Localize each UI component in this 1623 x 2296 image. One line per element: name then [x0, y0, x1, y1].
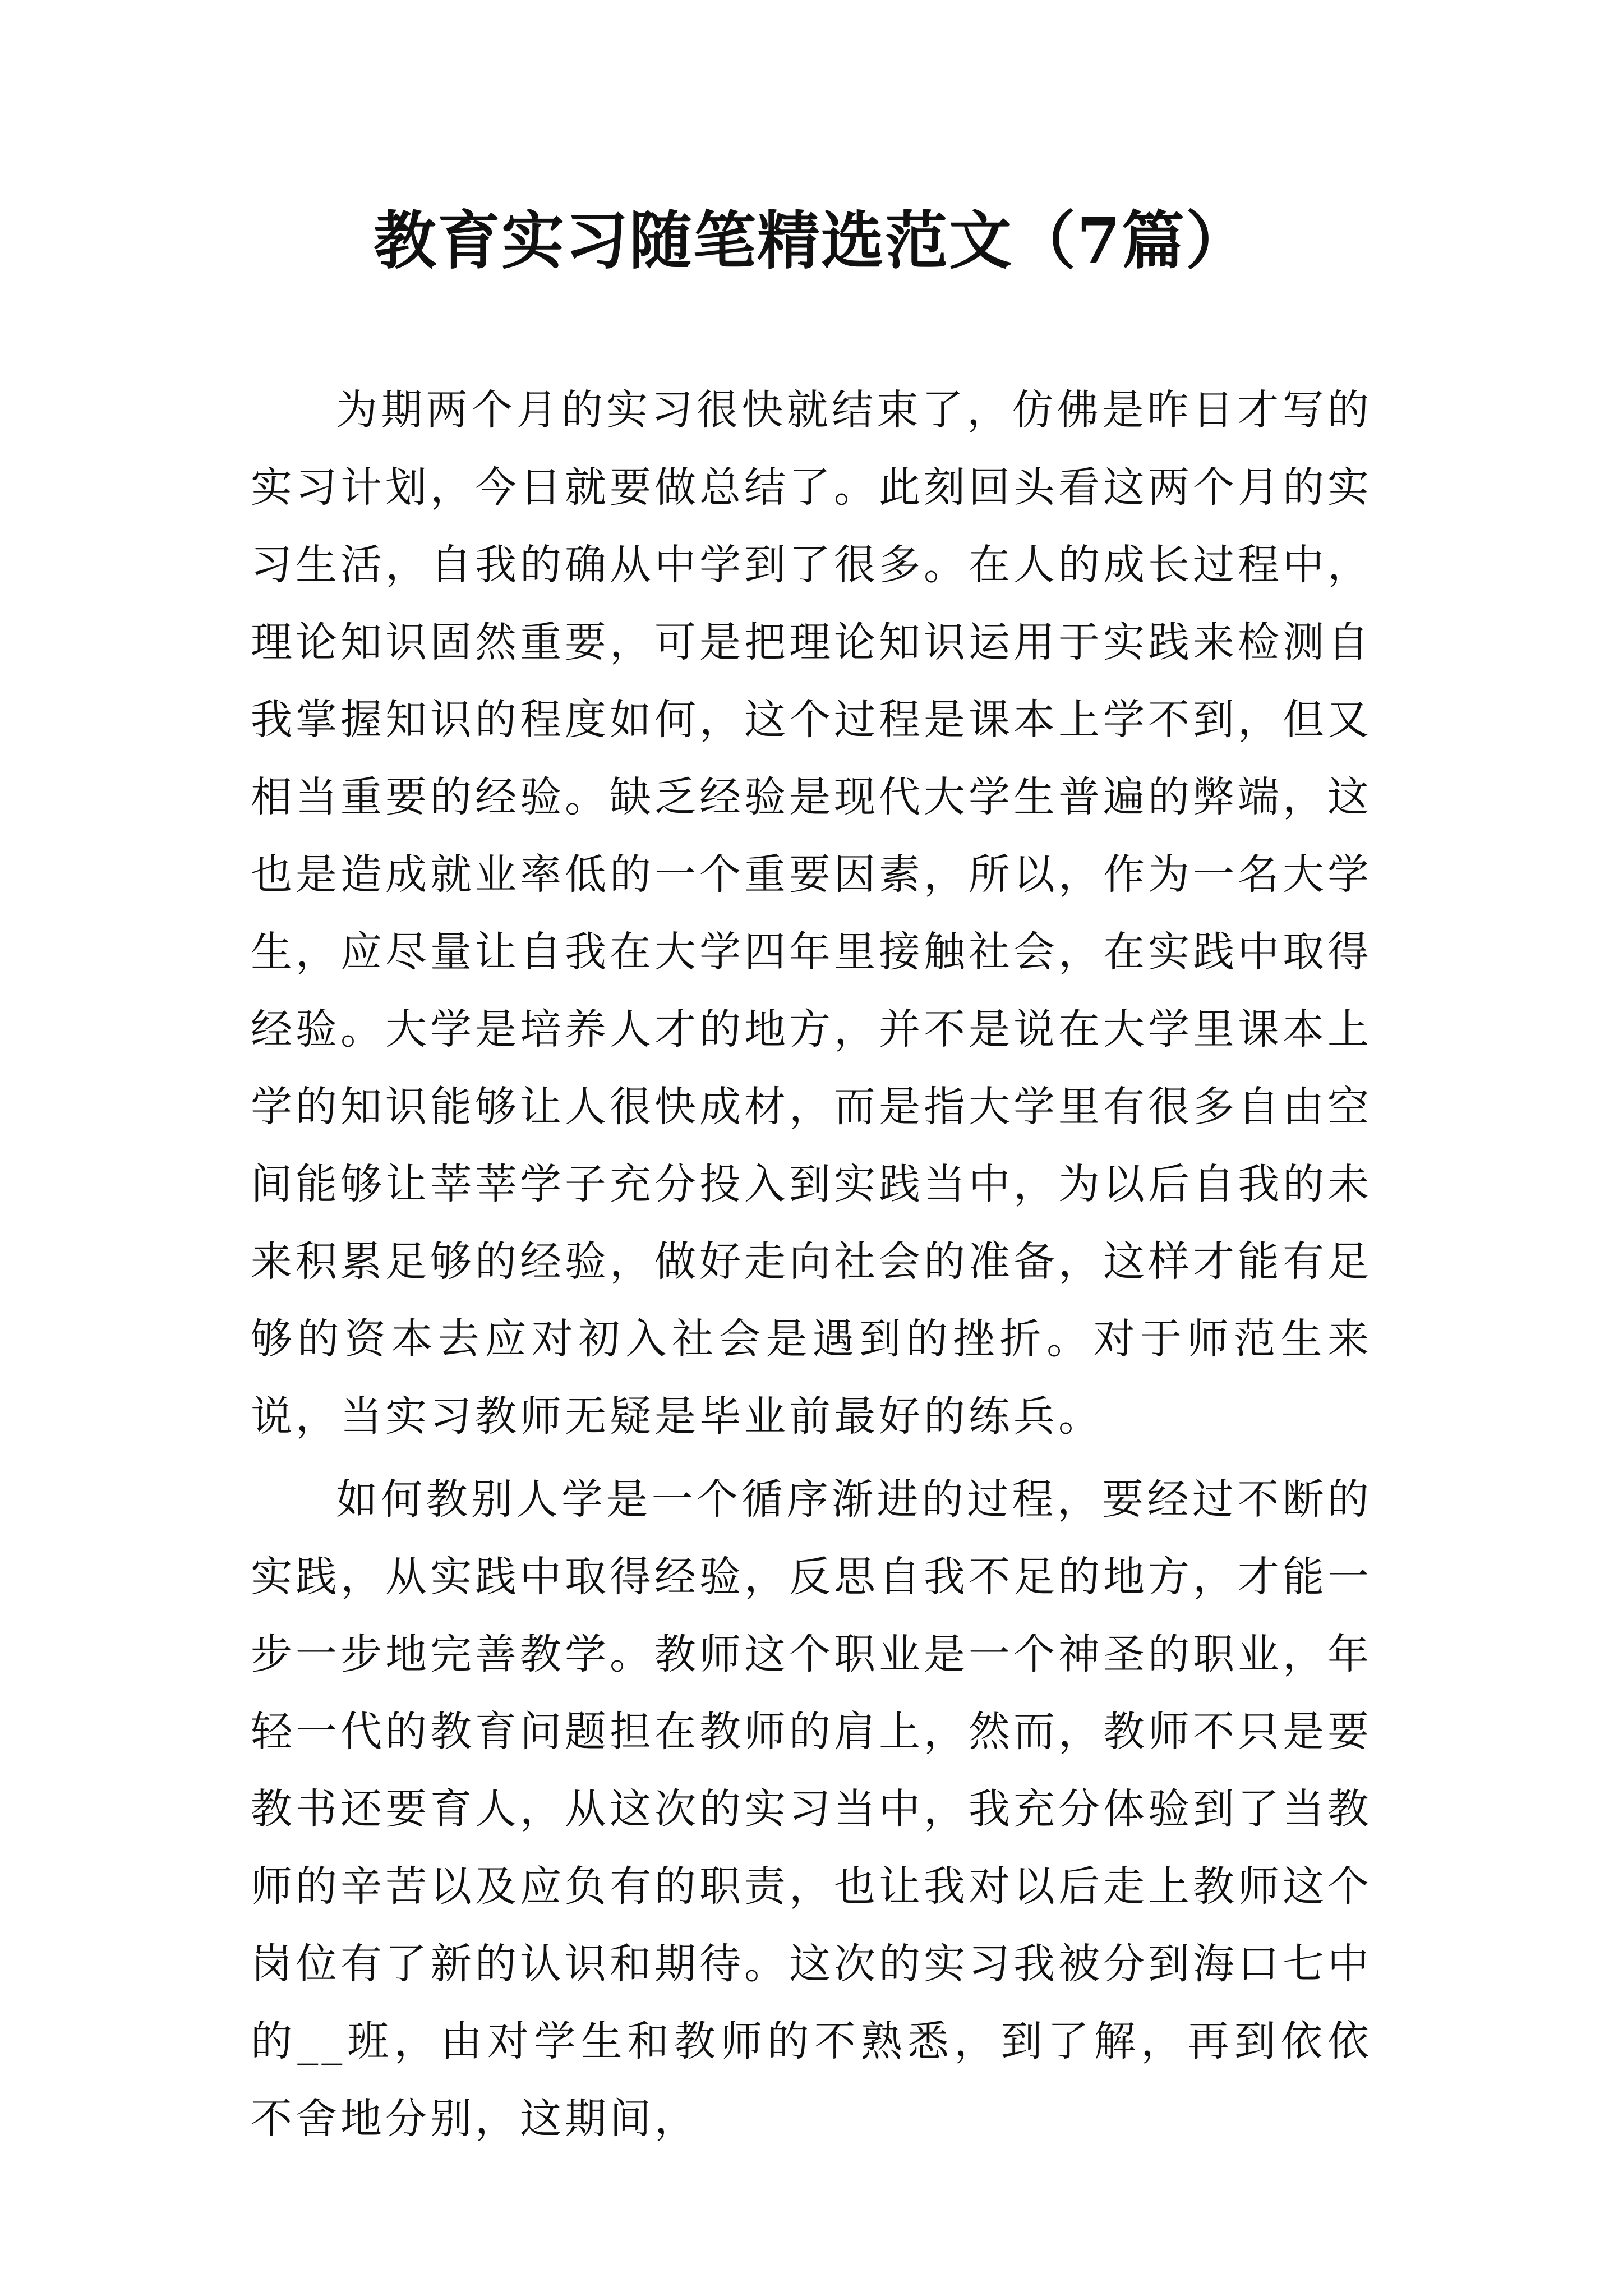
document-title: 教育实习随笔精选范文（7篇） [374, 204, 1249, 278]
paragraph-2: 如何教别人学是一个循序渐进的过程，要经过不断的实践，从实践中取得经验，反思自我不足的地方，才能一步一步地完善教学。教师这个职业是一个神圣的职业，年轻一代的教育问题担在教师的肩上，然而，教师不只是要教书还要育人，从这次的实习当中，我充分体验到了当教师的辛苦以及应负有的职责，也让我对以后走上教师这个岗位有了新的认识和期待。这次的实习我被分到海口七中的__班，由对学生和教师的不熟悉，到了解，再到依依不舍地分别，这期间， [251, 1475, 1372, 2143]
document-body [251, 371, 1372, 2163]
paragraph-1: 为期两个月的实习很快就结束了，仿佛是昨日才写的实习计划，今日就要做总结了。此刻回头看这两个月的实习生活，自我的确从中学到了很多。在人的成长过程中，理论知识固然重要，可是把理论知识运用于实践来检测自我掌握知识的程度如何，这个过程是课本上学不到，但又相当重要的经验。缺乏经验是现代大学生普遍的弊端，这也是造成就业率低的一个重要因素，所以，作为一名大学生，应尽量让自我在大学四年里接触社会，在实践中取得经验。大学是培养人才的地方，并不是说在大学里课本上学的知识能够让人很快成材，而是指大学里有很多自由空间能够让莘莘学子充分投入到实践当中，为以后自我的未来积累足够的经验，做好走向社会的准备，这样才能有足够的资本去应对初入社会是遇到的挫折。对于师范生来说，当实习教师无疑是毕业前最好的练兵。 [251, 386, 1372, 1441]
